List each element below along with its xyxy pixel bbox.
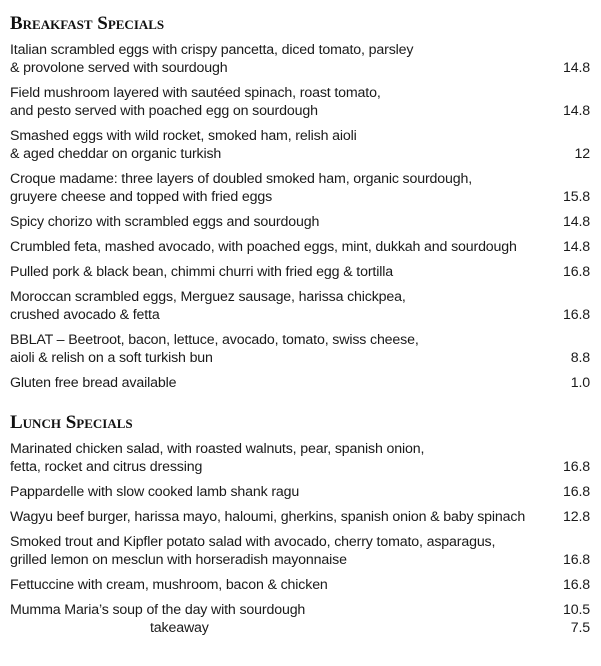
menu-item: [10, 170, 590, 206]
item-price: 12.8: [562, 509, 590, 525]
menu-item: [10, 508, 590, 526]
item-description: Crumbled feta, mashed avocado, with poached eggs, mint, dukkah and sourdough: [10, 239, 517, 255]
item-price: 16.8: [562, 264, 590, 280]
menu-item: [10, 84, 590, 120]
item-description: Pulled pork & black bean, chimmi churri with fried egg & tortilla: [10, 264, 393, 280]
menu-item: [10, 41, 590, 77]
lunch-items: [10, 440, 590, 619]
item-price: 16.8: [562, 459, 590, 475]
item-price: 12: [574, 146, 590, 162]
item-description: Field mushroom layered with sautéed spinach, roast tomato, and pesto served with poached egg on sourdough: [10, 85, 381, 119]
menu-item: [10, 576, 590, 594]
item-price: 8.8: [570, 350, 590, 366]
item-description: Mumma Maria’s soup of the day with sourdough: [10, 602, 306, 618]
menu-item: [10, 127, 590, 163]
section-heading: Breakfast Specials: [10, 13, 165, 34]
item-price: 16.8: [562, 552, 590, 568]
item-description: Croque madame: three layers of doubled smoked ham, organic sourdough, gruyere cheese and topped with fried eggs: [10, 171, 473, 205]
breakfast-items: [10, 41, 590, 392]
item-price: 10.5: [562, 602, 590, 618]
menu-item: [10, 601, 590, 619]
menu-item: [10, 440, 590, 476]
item-description: Fettuccine with cream, mushroom, bacon & chicken: [10, 577, 328, 593]
menu-item-takeaway: [10, 619, 590, 637]
menu-item: [10, 288, 590, 324]
menu-item: [10, 374, 590, 392]
item-price: 7.5: [570, 620, 590, 636]
item-price: 16.8: [562, 307, 590, 323]
item-price: 15.8: [562, 189, 590, 205]
item-description: Smoked trout and Kipfler potato salad with avocado, cherry tomato, asparagus, grilled lemon on mesclun with horseradish mayonnaise: [10, 534, 496, 568]
menu-item: [10, 238, 590, 256]
item-description: Pappardelle with slow cooked lamb shank ragu: [10, 484, 300, 500]
menu-item: [10, 533, 590, 569]
breakfast-section: [10, 13, 590, 399]
section-heading: Lunch Specials: [10, 412, 133, 433]
item-price: 14.8: [562, 60, 590, 76]
item-description: Marinated chicken salad, with roasted walnuts, pear, spanish onion, fetta, rocket and citrus dressing: [10, 441, 425, 475]
item-price: 14.8: [562, 214, 590, 230]
item-description: Spicy chorizo with scrambled eggs and sourdough: [10, 214, 320, 230]
item-price: 14.8: [562, 103, 590, 119]
item-description: Gluten free bread available: [10, 375, 177, 391]
item-price: 16.8: [562, 484, 590, 500]
menu-item: [10, 331, 590, 367]
item-description: Wagyu beef burger, harissa mayo, haloumi, gherkins, spanish onion & baby spinach: [10, 509, 526, 525]
item-description: Italian scrambled eggs with crispy pancetta, diced tomato, parsley & provolone served with sourdough: [10, 42, 414, 76]
item-description: takeaway: [150, 620, 209, 636]
menu-item: [10, 263, 590, 281]
item-description: BBLAT – Beetroot, bacon, lettuce, avocado, tomato, swiss cheese, aioli & relish on a soft turkish bun: [10, 332, 419, 366]
lunch-section: [10, 412, 590, 637]
menu-item: [10, 483, 590, 501]
item-price: 1.0: [570, 375, 590, 391]
menu-item: [10, 213, 590, 231]
item-price: 14.8: [562, 239, 590, 255]
item-description: Moroccan scrambled eggs, Merguez sausage, harissa chickpea, crushed avocado & fetta: [10, 289, 406, 323]
item-description: Smashed eggs with wild rocket, smoked ham, relish aioli & aged cheddar on organic turkish: [10, 128, 357, 162]
item-price: 16.8: [562, 577, 590, 593]
